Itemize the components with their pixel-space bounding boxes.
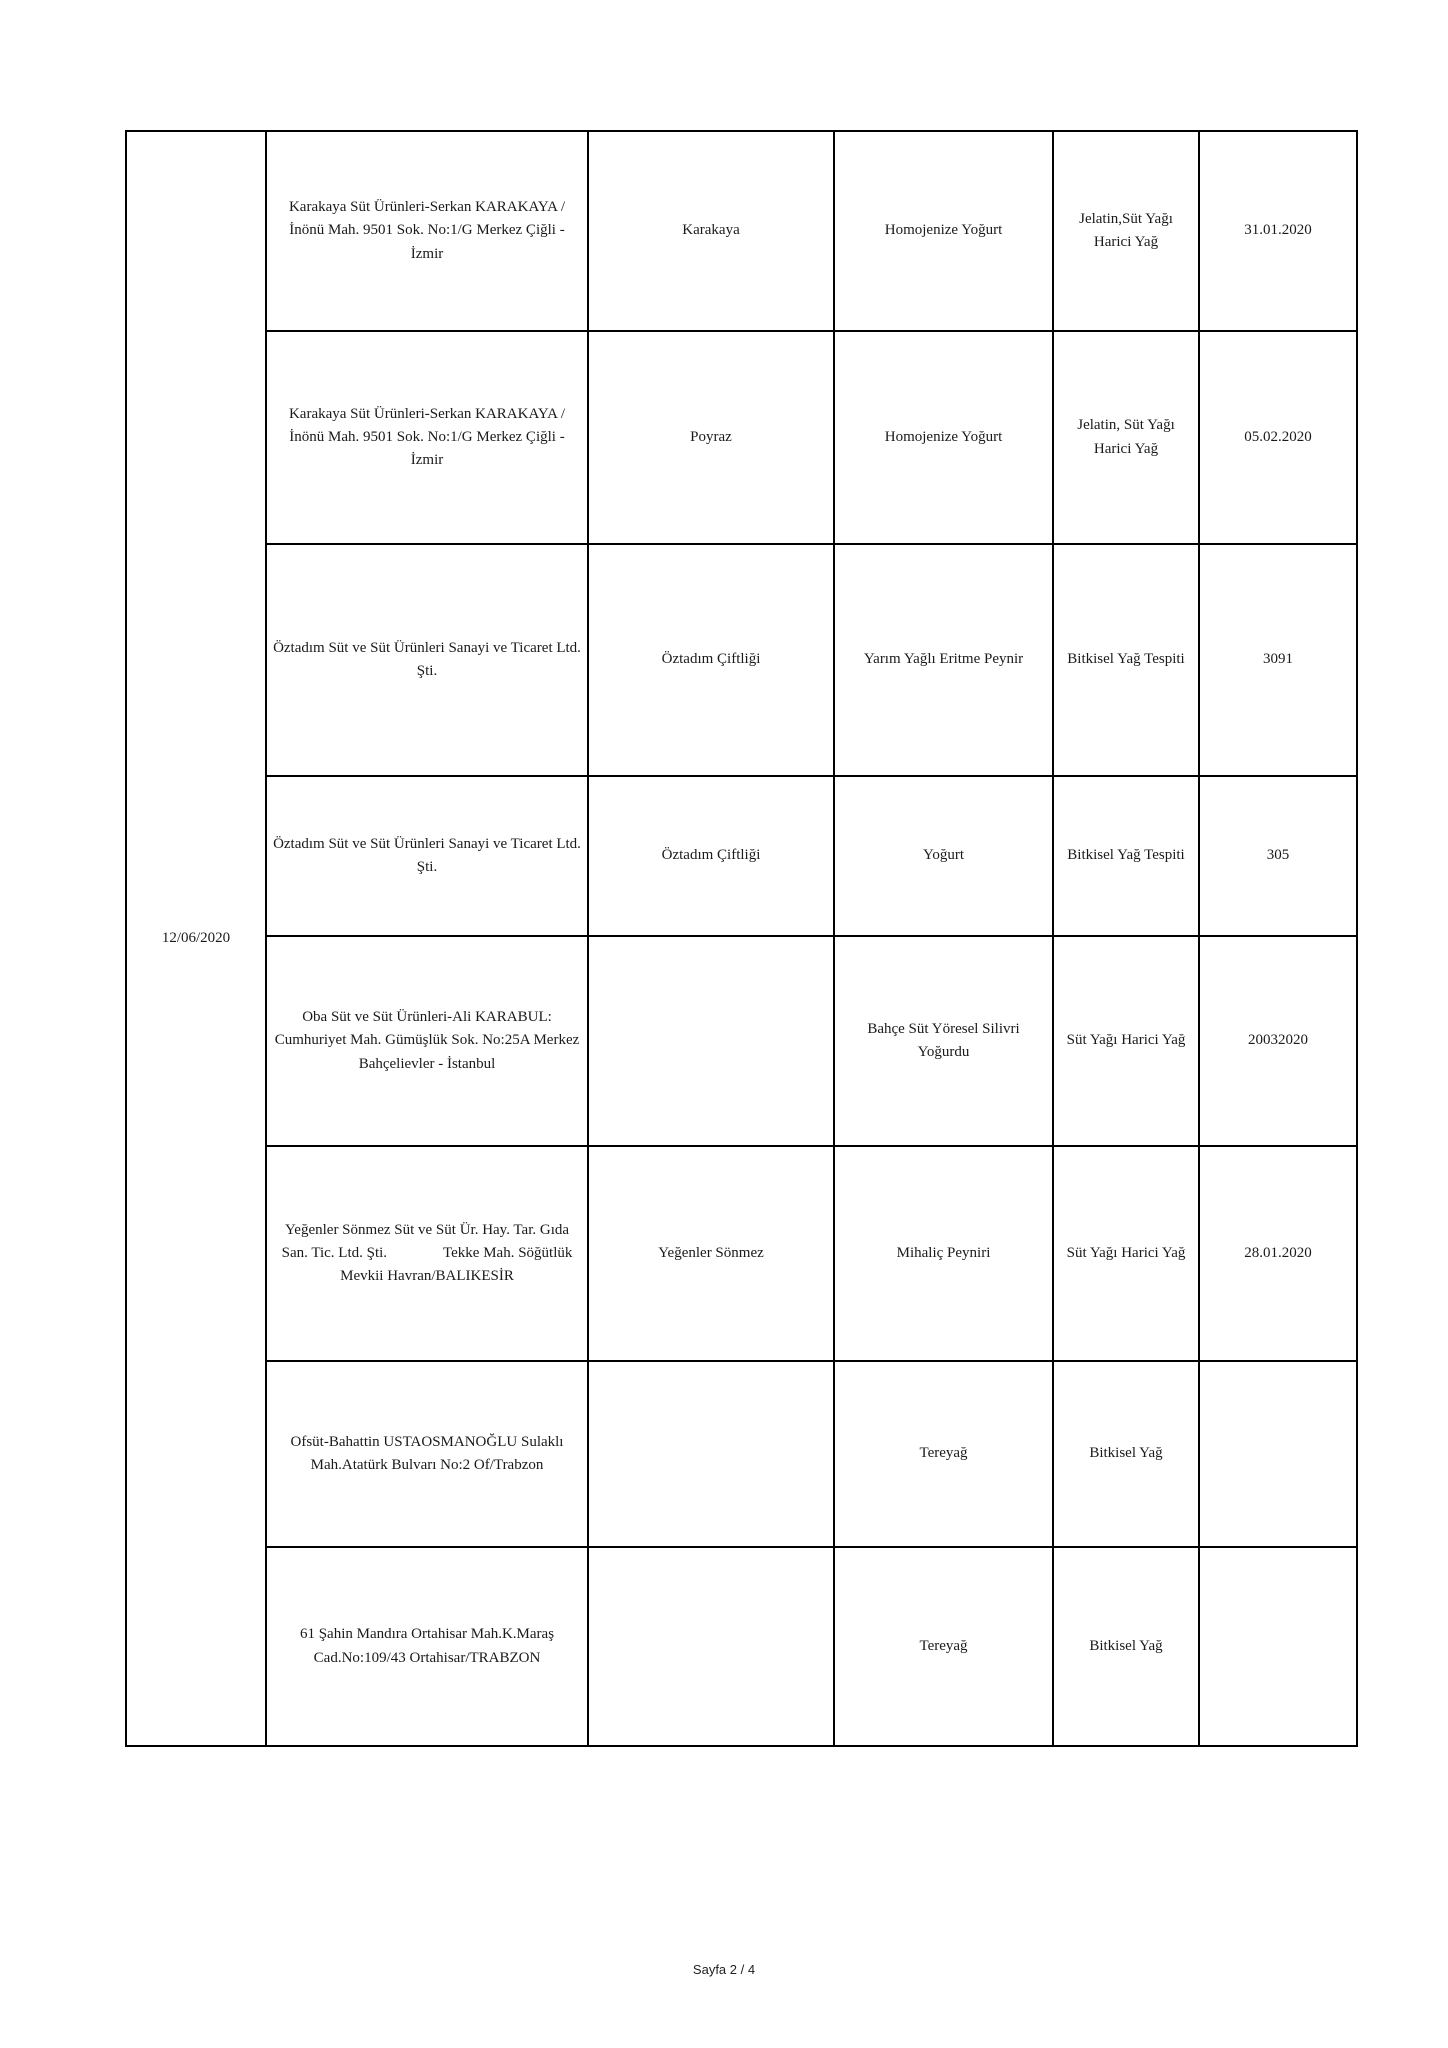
product-cell: Bahçe Süt Yöresel Silivri Yoğurdu [834, 936, 1053, 1146]
inspection-table [125, 130, 1358, 1747]
brand-cell: Öztadım Çiftliği [588, 544, 834, 776]
brand-cell: Poyraz [588, 331, 834, 544]
product-cell: Yoğurt [834, 776, 1053, 936]
table-row [126, 131, 1357, 331]
company-cell: Yeğenler Sönmez Süt ve Süt Ür. Hay. Tar. Gıda San. Tic. Ltd. Şti. Tekke Mah. Söğütlük Mevkii Havran/BALIKESİR [266, 1146, 588, 1361]
finding-cell: Bitkisel Yağ [1053, 1361, 1199, 1547]
company-cell: Oba Süt ve Süt Ürünleri-Ali KARABUL: Cumhuriyet Mah. Gümüşlük Sok. No:25A Merkez Bahçelievler - İstanbul [266, 936, 588, 1146]
product-cell: Mihaliç Peyniri [834, 1146, 1053, 1361]
company-cell: Karakaya Süt Ürünleri-Serkan KARAKAYA / İnönü Mah. 9501 Sok. No:1/G Merkez Çiğli - İzmir [266, 331, 588, 544]
finding-cell: Bitkisel Yağ [1053, 1547, 1199, 1746]
finding-cell: Bitkisel Yağ Tespiti [1053, 544, 1199, 776]
product-cell: Yarım Yağlı Eritme Peynir [834, 544, 1053, 776]
inspection-date-cell: 12/06/2020 [126, 131, 266, 1746]
finding-cell: Jelatin, Süt Yağı Harici Yağ [1053, 331, 1199, 544]
value-cell: 28.01.2020 [1199, 1146, 1357, 1361]
value-cell: 3091 [1199, 544, 1357, 776]
brand-cell [588, 1361, 834, 1547]
value-cell: 305 [1199, 776, 1357, 936]
finding-cell: Süt Yağı Harici Yağ [1053, 1146, 1199, 1361]
value-cell: 20032020 [1199, 936, 1357, 1146]
company-cell: Karakaya Süt Ürünleri-Serkan KARAKAYA / İnönü Mah. 9501 Sok. No:1/G Merkez Çiğli - İzmir [266, 131, 588, 331]
company-cell: Ofsüt-Bahattin USTAOSMANOĞLU Sulaklı Mah.Atatürk Bulvarı No:2 Of/Trabzon [266, 1361, 588, 1547]
table-row [126, 1361, 1357, 1547]
table-row [126, 331, 1357, 544]
table-row [126, 776, 1357, 936]
product-cell: Homojenize Yoğurt [834, 331, 1053, 544]
company-cell: 61 Şahin Mandıra Ortahisar Mah.K.Maraş Cad.No:109/43 Ortahisar/TRABZON [266, 1547, 588, 1746]
value-cell [1199, 1547, 1357, 1746]
value-cell [1199, 1361, 1357, 1547]
brand-cell [588, 1547, 834, 1746]
finding-cell: Bitkisel Yağ Tespiti [1053, 776, 1199, 936]
brand-cell: Karakaya [588, 131, 834, 331]
company-cell: Öztadım Süt ve Süt Ürünleri Sanayi ve Ticaret Ltd. Şti. [266, 544, 588, 776]
table-row [126, 1547, 1357, 1746]
value-cell: 05.02.2020 [1199, 331, 1357, 544]
product-cell: Homojenize Yoğurt [834, 131, 1053, 331]
product-cell: Tereyağ [834, 1547, 1053, 1746]
finding-cell: Jelatin,Süt Yağı Harici Yağ [1053, 131, 1199, 331]
brand-cell [588, 936, 834, 1146]
page-number: Sayfa 2 / 4 [692, 1962, 756, 1977]
table-row [126, 1146, 1357, 1361]
brand-cell: Yeğenler Sönmez [588, 1146, 834, 1361]
table-row [126, 544, 1357, 776]
company-cell: Öztadım Süt ve Süt Ürünleri Sanayi ve Ticaret Ltd. Şti. [266, 776, 588, 936]
table-row [126, 936, 1357, 1146]
value-cell: 31.01.2020 [1199, 131, 1357, 331]
finding-cell: Süt Yağı Harici Yağ [1053, 936, 1199, 1146]
product-cell: Tereyağ [834, 1361, 1053, 1547]
brand-cell: Öztadım Çiftliği [588, 776, 834, 936]
